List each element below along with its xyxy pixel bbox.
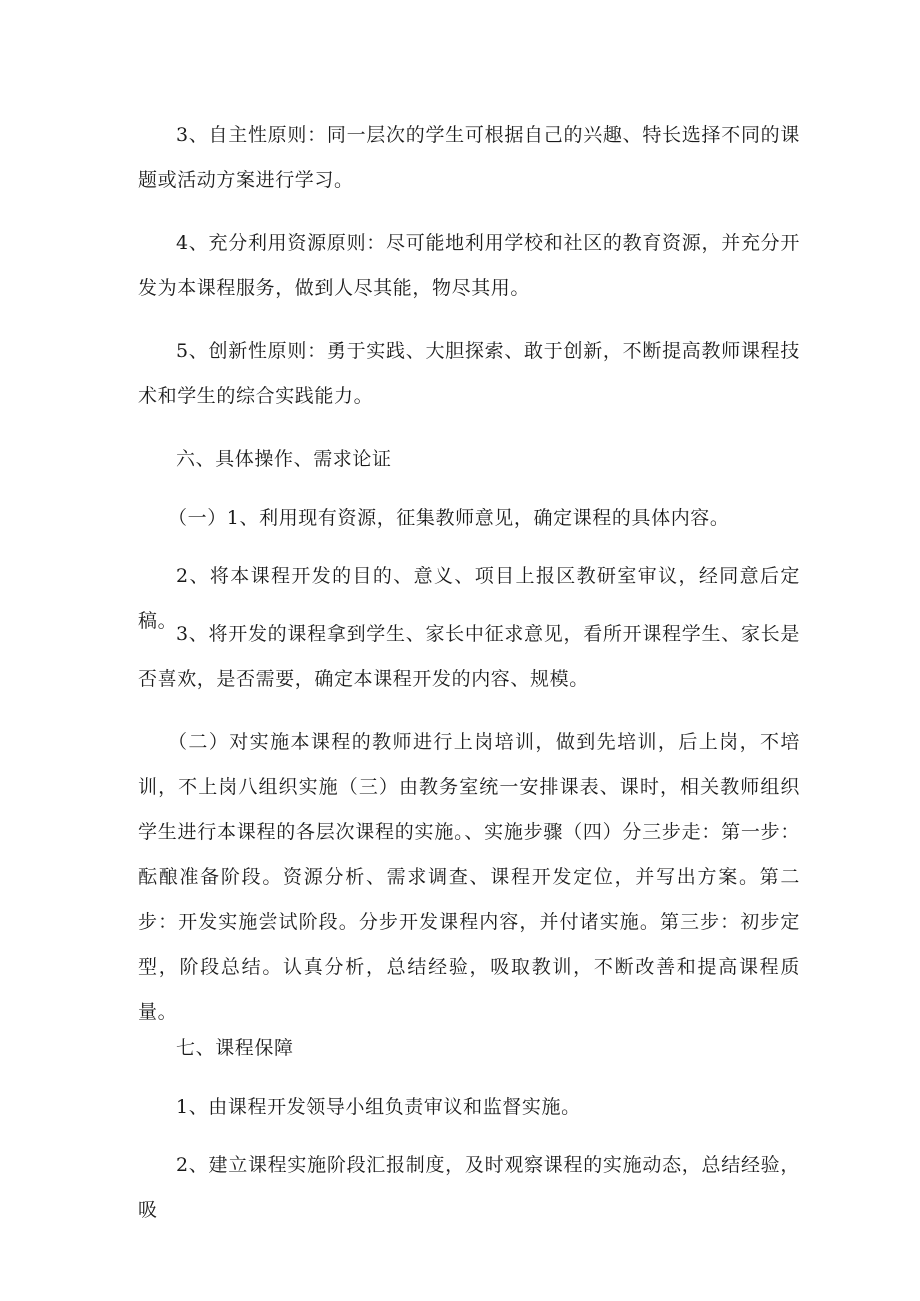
principle-resources-paragraph: 4、充分利用资源原则：尽可能地利用学校和社区的教育资源，并充分开发为本课程服务，做到人尽其能，物尽其用。	[138, 232, 800, 299]
principle-autonomy-paragraph: 3、自主性原则：同一层次的学生可根据自己的兴趣、特长选择不同的课题或活动方案进行学习。	[138, 124, 800, 191]
section-six-heading: 六、具体操作、需求论证	[176, 448, 392, 470]
principle-innovation-paragraph: 5、创新性原则：勇于实践、大胆探索、敢于创新，不断提高教师课程技术和学生的综合实践能力。	[138, 340, 800, 407]
guarantee-two-paragraph: 2、建立课程实施阶段汇报制度，及时观察课程的实施动态，总结经验，吸	[138, 1154, 800, 1221]
step-two-paragraph: 2、将本课程开发的目的、意义、项目上报区教研室审议，经同意后定稿。	[138, 565, 800, 632]
section-seven-heading: 七、课程保障	[176, 1037, 294, 1059]
step-one-paragraph: （一）1、利用现有资源，征集教师意见，确定课程的具体内容。	[168, 507, 730, 529]
guarantee-one-paragraph: 1、由课程开发领导小组负责审议和监督实施。	[176, 1096, 581, 1118]
implementation-paragraph: （二）对实施本课程的教师进行上岗培训，做到先培训，后上岗，不培训，不上岗八组织实施（三）由教务室统一安排课表、课时，相关教师组织学生进行本课程的各层次课程的实施。、实施步骤（四）分三步走：第一步：酝酿准备阶段。资源分析、需求调查、课程开发定位，并写出方案。第二步：开发实施尝试阶段。分步开发课程内容，并付诸实施。第三步：初步定型，阶段总结。认真分析，总结经验，吸取教训，不断改善和提高课程质量。	[138, 731, 800, 1023]
step-three-paragraph: 3、将开发的课程拿到学生、家长中征求意见，看所开课程学生、家长是否喜欢，是否需要，确定本课程开发的内容、规模。	[138, 623, 800, 690]
